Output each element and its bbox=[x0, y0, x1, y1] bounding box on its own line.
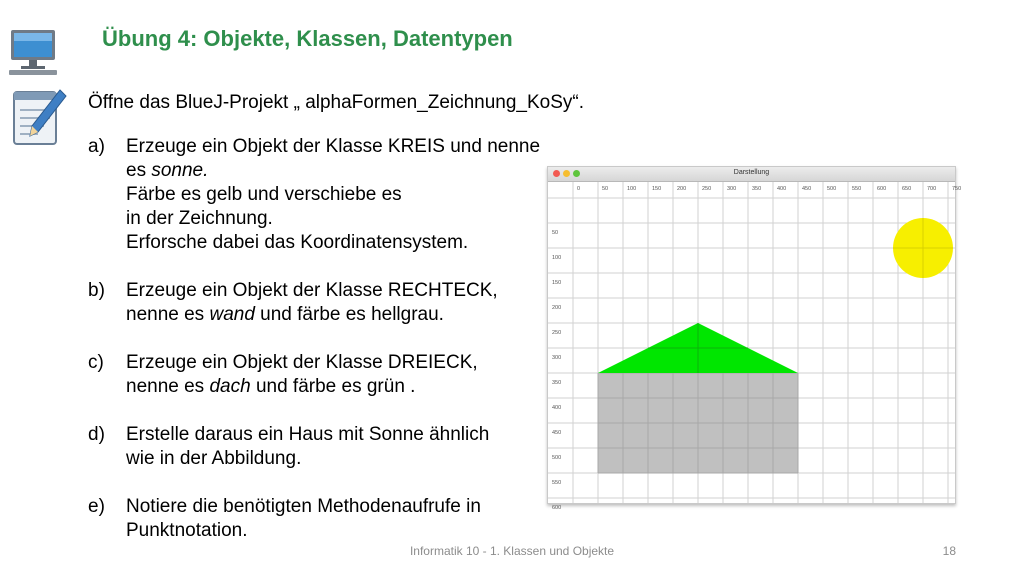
x-tick-label: 100 bbox=[627, 186, 637, 192]
y-tick-label: 150 bbox=[552, 280, 562, 286]
task-line bbox=[126, 207, 558, 231]
y-tick-label: 250 bbox=[552, 330, 562, 336]
task-line bbox=[126, 183, 558, 207]
x-tick-label: 150 bbox=[652, 186, 662, 192]
task-line bbox=[126, 375, 558, 399]
x-tick-label: 500 bbox=[827, 186, 837, 192]
x-tick-label: 0 bbox=[577, 186, 581, 192]
task-line bbox=[126, 447, 558, 471]
task-item bbox=[88, 279, 558, 327]
window-titlebar[interactable] bbox=[548, 167, 955, 182]
task-text: und färbe es hellgrau. bbox=[254, 304, 444, 325]
task-text: Punktnotation. bbox=[126, 520, 248, 541]
object-name: wand bbox=[209, 304, 255, 325]
slide-title: Übung 4: Objekte, Klassen, Datentypen bbox=[102, 26, 513, 51]
task-text: Notiere die benötigten Methodenaufrufe in bbox=[126, 496, 481, 517]
task-line bbox=[126, 135, 558, 159]
task-line bbox=[126, 303, 558, 327]
window-title: Darstellung bbox=[733, 169, 770, 176]
task-text: und färbe es grün . bbox=[250, 376, 416, 397]
x-tick-label: 250 bbox=[702, 186, 712, 192]
darstellung-window[interactable] bbox=[547, 166, 962, 511]
task-text: Erzeuge ein Objekt der Klasse RECHTECK, bbox=[126, 280, 498, 301]
page-number: 18 bbox=[942, 544, 956, 558]
y-tick-label: 350 bbox=[552, 380, 562, 386]
x-tick-label: 400 bbox=[777, 186, 787, 192]
x-tick-label: 550 bbox=[852, 186, 862, 192]
y-tick-label: 450 bbox=[552, 430, 562, 436]
task-text: wie in der Abbildung. bbox=[126, 448, 302, 469]
task-line bbox=[126, 279, 558, 303]
task-text: Erzeuge ein Objekt der Klasse DREIECK, bbox=[126, 352, 478, 373]
task-marker: e) bbox=[88, 496, 105, 517]
x-tick-label: 200 bbox=[677, 186, 687, 192]
task-line bbox=[126, 519, 558, 543]
x-tick-label: 450 bbox=[802, 186, 812, 192]
x-tick-label: 650 bbox=[902, 186, 912, 192]
intro-text: Öffne das BlueJ-Projekt „ alphaFormen_Zeichnung_KoSy“. bbox=[88, 92, 585, 113]
x-tick-label: 700 bbox=[927, 186, 937, 192]
task-text: Färbe es gelb und verschiebe es bbox=[126, 184, 402, 205]
footer-text: Informatik 10 - 1. Klassen und Objekte bbox=[409, 544, 615, 558]
y-tick-label: 550 bbox=[552, 480, 562, 486]
task-text: Erzeuge ein Objekt der Klasse KREIS und nenne bbox=[126, 136, 541, 157]
y-tick-label: 50 bbox=[552, 230, 559, 236]
task-line bbox=[126, 351, 558, 375]
task-text: nenne es bbox=[126, 376, 210, 397]
task-text: es bbox=[126, 160, 152, 181]
x-tick-label: 300 bbox=[727, 186, 737, 192]
x-tick-label: 350 bbox=[752, 186, 762, 192]
task-marker: b) bbox=[88, 280, 105, 301]
task-item bbox=[88, 423, 558, 471]
task-item bbox=[88, 495, 558, 543]
task-text: Erforsche dabei das Koordinatensystem. bbox=[126, 232, 469, 253]
object-name: sonne. bbox=[151, 160, 209, 181]
y-tick-label: 500 bbox=[552, 455, 562, 461]
object-name: dach bbox=[209, 376, 251, 397]
task-item bbox=[88, 351, 558, 399]
task-text: in der Zeichnung. bbox=[126, 208, 273, 229]
task-marker: a) bbox=[88, 136, 105, 157]
y-tick-label: 200 bbox=[552, 305, 562, 311]
task-text: Erstelle daraus ein Haus mit Sonne ähnlich bbox=[126, 424, 490, 445]
task-line bbox=[126, 495, 558, 519]
task-marker: c) bbox=[88, 352, 104, 373]
task-line bbox=[126, 159, 558, 183]
task-text: nenne es bbox=[126, 304, 210, 325]
y-tick-label: 100 bbox=[552, 255, 562, 261]
x-tick-label: 750 bbox=[952, 186, 962, 192]
x-tick-label: 600 bbox=[877, 186, 887, 192]
x-tick-label: 50 bbox=[602, 186, 609, 192]
task-line bbox=[126, 231, 558, 255]
y-tick-label: 600 bbox=[552, 505, 562, 511]
y-tick-label: 300 bbox=[552, 355, 562, 361]
drawing-canvas[interactable] bbox=[548, 182, 962, 511]
task-item bbox=[88, 135, 558, 255]
y-tick-label: 400 bbox=[552, 405, 562, 411]
task-list bbox=[88, 135, 558, 567]
task-marker: d) bbox=[88, 424, 105, 445]
notepad-pencil-icon bbox=[10, 86, 68, 148]
task-line bbox=[126, 423, 558, 447]
computer-monitor-icon bbox=[7, 28, 59, 76]
